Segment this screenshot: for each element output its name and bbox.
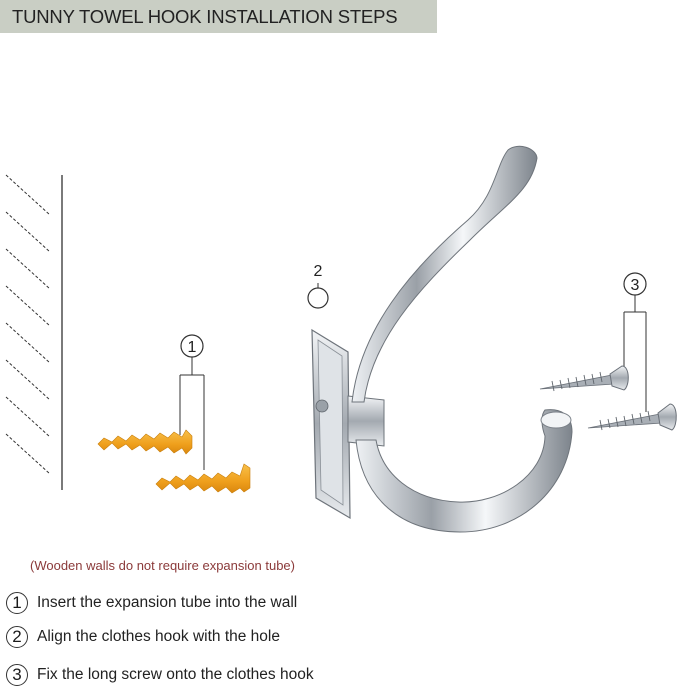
expansion-tube-upper xyxy=(98,430,192,454)
step-number-badge: 2 xyxy=(6,626,28,648)
step-3 xyxy=(6,664,314,686)
screw-upper xyxy=(540,366,628,391)
step-2 xyxy=(6,626,280,648)
svg-text:2: 2 xyxy=(313,263,323,280)
step-number-badge: 3 xyxy=(6,664,28,686)
wooden-wall-note: (Wooden walls do not require expansion tube) xyxy=(30,558,295,573)
step-text: Insert the expansion tube into the wall xyxy=(37,594,298,611)
wall xyxy=(6,175,62,490)
page-title: TUNNY TOWEL HOOK INSTALLATION STEPS xyxy=(12,5,398,27)
svg-text:3: 3 xyxy=(630,277,640,294)
step-text: Fix the long screw onto the clothes hook xyxy=(37,666,314,683)
step-number-badge: 1 xyxy=(6,592,28,614)
screw-lower xyxy=(588,404,676,430)
step-text: Align the clothes hook with the hole xyxy=(37,628,280,645)
towel-hook xyxy=(312,146,572,532)
callout-2 xyxy=(308,263,328,308)
step-1 xyxy=(6,592,297,614)
svg-text:1: 1 xyxy=(187,339,197,356)
expansion-tube-lower xyxy=(156,464,250,493)
callout-3 xyxy=(624,273,646,412)
